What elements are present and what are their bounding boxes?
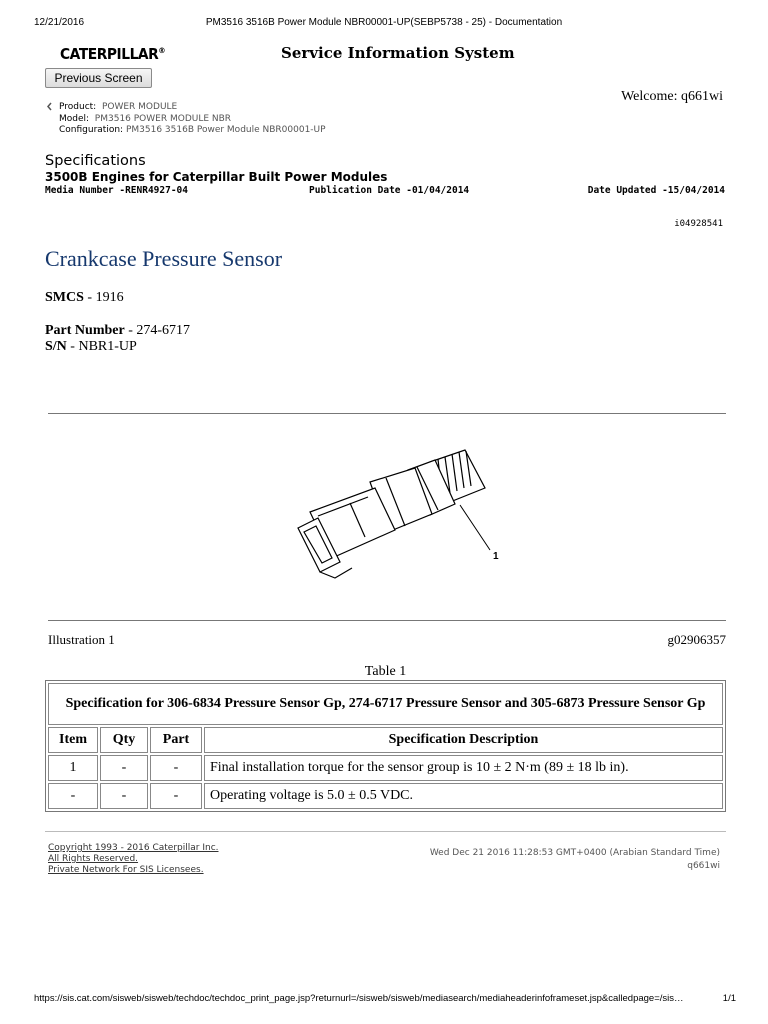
- footer-user: q661wi: [687, 861, 720, 871]
- part-number-line: Part Number - 274-6717: [45, 323, 191, 338]
- private-network-link[interactable]: Private Network For SIS Licensees.: [48, 865, 204, 875]
- serial-number-line: S/N - NBR1-UP: [45, 339, 137, 354]
- breadcrumb: [59, 102, 326, 137]
- table-row: [48, 755, 723, 781]
- publication-date: Publication Date -01/04/2014: [309, 185, 470, 196]
- footer-divider: [45, 831, 726, 832]
- table-caption: Table 1: [364, 664, 407, 679]
- footer-meta: [430, 847, 720, 873]
- previous-screen-button[interactable]: Previous Screen: [45, 68, 152, 88]
- footer-timestamp: Wed Dec 21 2016 11:28:53 GMT+0400 (Arabian Standard Time): [429, 848, 720, 858]
- table-row: [48, 783, 723, 809]
- breadcrumb-model: Model: PM3516 POWER MODULE NBR: [59, 113, 232, 124]
- media-number: Media Number -RENR4927-04: [45, 185, 188, 196]
- table-cell: -: [150, 783, 202, 809]
- table-title: Specification for 306-6834 Pressure Sensor Gp, 274-6717 Pressure Sensor and 305-6873 Pressure Sensor Gp: [48, 683, 723, 725]
- app-title: Service Information System: [281, 44, 515, 62]
- welcome-text: Welcome: q661wi: [621, 89, 723, 104]
- table-cell: -: [100, 755, 148, 781]
- table-header-cell: Part: [150, 727, 202, 753]
- table-header-cell: Qty: [100, 727, 148, 753]
- date-updated: Date Updated -15/04/2014: [587, 185, 725, 196]
- caterpillar-logo: CATERPILLAR®: [60, 45, 166, 63]
- callout-label: 1: [493, 551, 499, 562]
- divider-bottom: [48, 620, 726, 621]
- footer-links: [48, 843, 219, 876]
- graphic-id: g02906357: [667, 632, 726, 647]
- table-cell: Final installation torque for the sensor group is 10 ± 2 N·m (89 ± 18 lb in).: [204, 755, 723, 781]
- page-title: Crankcase Pressure Sensor: [45, 246, 283, 271]
- table-header-cell: Specification Description: [204, 727, 723, 753]
- chevron-left-icon[interactable]: [46, 102, 53, 114]
- table-cell: -: [150, 755, 202, 781]
- print-date: 12/21/2016: [34, 17, 85, 28]
- print-url: https://sis.cat.com/sisweb/sisweb/techdoc/techdoc_print_page.jsp?returnurl=/sisweb/sisweb/mediasearch/mediaheaderinfoframeset.jsp&calledpage=/sis…: [34, 993, 684, 1004]
- table-header-cell: Item: [48, 727, 98, 753]
- specification-table: [45, 680, 726, 812]
- rights-link[interactable]: All Rights Reserved.: [48, 854, 139, 864]
- smcs-line: SMCS - 1916: [45, 290, 124, 305]
- table-cell: 1: [48, 755, 98, 781]
- model-link[interactable]: PM3516 POWER MODULE NBR: [94, 113, 232, 124]
- divider-top: [48, 413, 726, 414]
- table-cell: -: [100, 783, 148, 809]
- breadcrumb-configuration: Configuration: PM3516 3516B Power Module NBR00001-UP: [59, 125, 326, 135]
- configuration-link[interactable]: PM3516 3516B Power Module NBR00001-UP: [125, 125, 326, 135]
- table-cell: Operating voltage is 5.0 ± 0.5 VDC.: [204, 783, 723, 809]
- copyright-link[interactable]: Copyright 1993 - 2016 Caterpillar Inc.: [48, 843, 219, 853]
- illustration-caption: Illustration 1: [48, 632, 115, 647]
- breadcrumb-product: Product: POWER MODULE: [59, 102, 178, 112]
- doc-id: i04928541: [674, 219, 723, 229]
- product-link[interactable]: POWER MODULE: [101, 102, 178, 112]
- table-cell: -: [48, 783, 98, 809]
- specifications-subheading: 3500B Engines for Caterpillar Built Power Modules: [45, 170, 388, 184]
- print-page-number: 1/1: [722, 993, 736, 1004]
- print-doc-title: PM3516 3516B Power Module NBR00001-UP(SEBP5738 - 25) - Documentation: [205, 17, 563, 28]
- pressure-sensor-illustration: [290, 440, 520, 594]
- specifications-heading: Specifications: [45, 153, 146, 169]
